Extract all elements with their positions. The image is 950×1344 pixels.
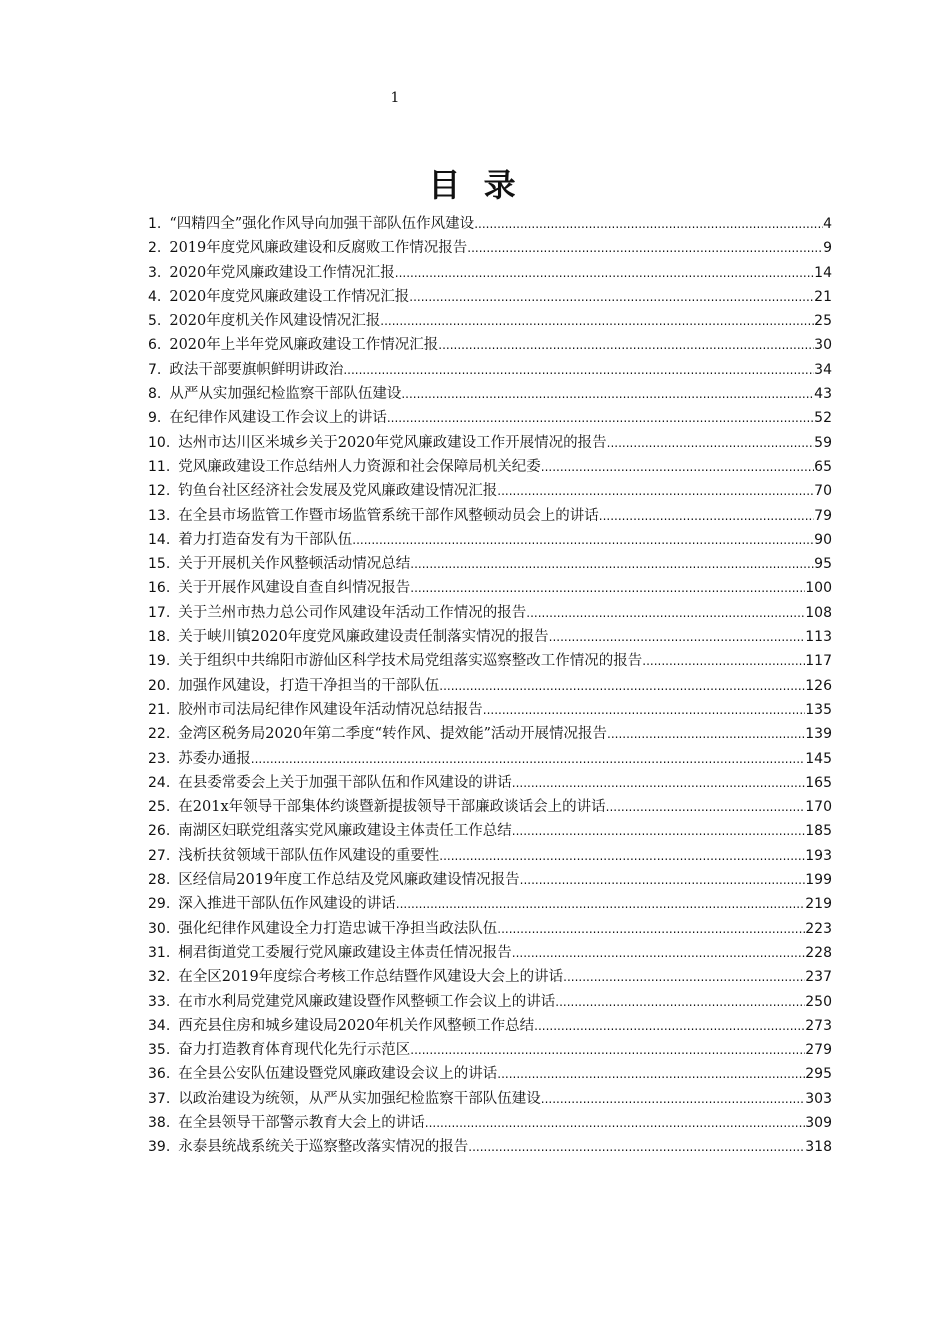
toc-entry-title: 党风廉政建设工作总结州人力资源和社会保障局机关纪委 xyxy=(178,458,541,475)
toc-leader-dots xyxy=(497,479,814,503)
toc-leader-dots xyxy=(512,771,806,795)
toc-entry-number: 9. xyxy=(148,410,162,427)
toc-entry[interactable] xyxy=(148,431,832,455)
toc-entry-number: 13. xyxy=(148,507,171,524)
toc-entry-title: 着力打造奋发有为干部队伍 xyxy=(178,531,353,548)
toc-entry-number: 31. xyxy=(148,944,171,961)
toc-entry-page: 79 xyxy=(814,507,832,524)
table-of-contents xyxy=(148,212,832,1160)
toc-leader-dots xyxy=(380,309,814,333)
toc-leader-dots xyxy=(410,576,805,600)
toc-leader-dots xyxy=(520,868,806,892)
toc-entry-title: 关于兰州市热力总公司作风建设年活动工作情况的报告 xyxy=(178,604,527,621)
toc-entry-page: 43 xyxy=(814,386,832,403)
toc-entry-number: 34. xyxy=(148,1017,171,1034)
toc-entry-title: 以政治建设为统领，从严从实加强纪检监察干部队伍建设 xyxy=(178,1090,541,1107)
toc-entry-page: 223 xyxy=(805,920,832,937)
toc-entry[interactable] xyxy=(148,819,832,843)
toc-entry-page: 309 xyxy=(805,1114,832,1131)
toc-entry-title: 钓鱼台社区经济社会发展及党风廉政建设情况汇报 xyxy=(178,483,498,500)
toc-entry-page: 95 xyxy=(814,556,832,573)
toc-entry-page: 52 xyxy=(814,410,832,427)
toc-leader-dots xyxy=(606,795,806,819)
toc-leader-dots xyxy=(439,844,805,868)
toc-entry-page: 295 xyxy=(805,1066,832,1083)
toc-leader-dots xyxy=(512,941,806,965)
toc-leader-dots xyxy=(483,698,806,722)
toc-leader-dots xyxy=(387,406,814,430)
toc-leader-dots xyxy=(607,431,815,455)
toc-entry-number: 35. xyxy=(148,1042,171,1059)
toc-entry-title: 关于组织中共绵阳市游仙区科学技术局党组落实巡察整改工作情况的报告 xyxy=(178,653,643,670)
toc-entry-page: 139 xyxy=(805,726,832,743)
toc-entry-title: 在市水利局党建党风廉政建设暨作风整顿工作会议上的讲话 xyxy=(178,993,556,1010)
toc-entry-page: 273 xyxy=(805,1017,832,1034)
toc-entry-page: 113 xyxy=(805,629,832,646)
toc-entry-title: 2020年度党风廉政建设工作情况汇报 xyxy=(169,288,410,305)
toc-entry-title: 加强作风建设，打造干净担当的干部队伍 xyxy=(178,677,440,694)
toc-entry-number: 21. xyxy=(148,701,171,718)
toc-entry-title: 桐君街道党工委履行党风廉政建设主体责任情况报告 xyxy=(178,944,512,961)
toc-entry-number: 37. xyxy=(148,1090,171,1107)
toc-leader-dots xyxy=(438,333,814,357)
toc-entry-page: 193 xyxy=(805,847,832,864)
toc-entry-title: 在全县市场监管工作暨市场监管系统干部作风整顿动员会上的讲话 xyxy=(178,507,599,524)
toc-entry-page: 228 xyxy=(805,944,832,961)
toc-entry-number: 7. xyxy=(148,361,162,378)
toc-entry-page: 30 xyxy=(814,337,832,354)
toc-leader-dots xyxy=(439,674,805,698)
toc-entry[interactable] xyxy=(148,1135,832,1159)
toc-entry[interactable] xyxy=(148,674,832,698)
toc-entry-number: 23. xyxy=(148,750,171,767)
toc-entry-title: 政法干部要旗帜鲜明讲政治 xyxy=(169,361,344,378)
toc-entry-page: 170 xyxy=(805,799,832,816)
toc-entry-number: 18. xyxy=(148,629,171,646)
toc-entry[interactable] xyxy=(148,333,832,357)
toc-entry-page: 25 xyxy=(814,313,832,330)
toc-leader-dots xyxy=(410,552,814,576)
toc-entry-title: “四精四全”强化作风导向加强干部队伍作风建设 xyxy=(169,216,475,232)
toc-entry-number: 25. xyxy=(148,799,171,816)
toc-entry[interactable] xyxy=(148,576,832,600)
toc-entry-page: 14 xyxy=(814,264,832,281)
toc-entry-page: 318 xyxy=(805,1139,832,1156)
toc-entry[interactable] xyxy=(148,771,832,795)
toc-entry-number: 29. xyxy=(148,896,171,913)
toc-entry-title: 达州市达川区米城乡关于2020年党风廉政建设工作开展情况的报告 xyxy=(178,434,607,451)
toc-entry[interactable] xyxy=(148,358,832,382)
toc-entry-title: 在纪律作风建设工作会议上的讲话 xyxy=(169,410,387,427)
toc-entry-number: 32. xyxy=(148,969,171,986)
toc-entry-page: 185 xyxy=(805,823,832,840)
toc-leader-dots xyxy=(549,625,806,649)
toc-entry-title: 2020年上半年党风廉政建设工作情况汇报 xyxy=(169,337,439,354)
toc-entry-title: 在全县领导干部警示教育大会上的讲话 xyxy=(178,1114,425,1131)
toc-entry-number: 19. xyxy=(148,653,171,670)
toc-entry-number: 1. xyxy=(148,216,162,232)
toc-entry-title: 区经信局2019年度工作总结及党风廉政建设情况报告 xyxy=(178,872,520,889)
toc-leader-dots xyxy=(401,382,814,406)
toc-entry-number: 30. xyxy=(148,920,171,937)
toc-leader-dots xyxy=(425,1111,806,1135)
toc-entry[interactable] xyxy=(148,965,832,989)
toc-entry-number: 2. xyxy=(148,240,162,257)
toc-entry[interactable] xyxy=(148,285,832,309)
toc-entry-page: 145 xyxy=(805,750,832,767)
toc-entry[interactable] xyxy=(148,1014,832,1038)
toc-entry[interactable] xyxy=(148,868,832,892)
toc-leader-dots xyxy=(396,892,806,916)
toc-entry[interactable] xyxy=(148,1111,832,1135)
toc-leader-dots xyxy=(497,1062,805,1086)
toc-entry-number: 27. xyxy=(148,847,171,864)
toc-entry-page: 90 xyxy=(814,531,832,548)
toc-entry-title: 胶州市司法局纪律作风建设年活动情况总结报告 xyxy=(178,701,483,718)
toc-entry[interactable] xyxy=(148,236,832,260)
toc-entry-page: 219 xyxy=(805,896,832,913)
toc-entry[interactable] xyxy=(148,649,832,673)
toc-entry[interactable] xyxy=(148,722,832,746)
toc-leader-dots xyxy=(467,236,823,260)
toc-entry-title: 强化纪律作风建设全力打造忠诚干净担当政法队伍 xyxy=(178,920,498,937)
toc-entry-number: 26. xyxy=(148,823,171,840)
toc-title: 目 录 xyxy=(428,166,522,204)
toc-entry[interactable] xyxy=(148,455,832,479)
toc-entry-title: 在全区2019年度综合考核工作总结暨作风建设大会上的讲话 xyxy=(178,969,564,986)
toc-leader-dots xyxy=(497,917,805,941)
toc-entry[interactable] xyxy=(148,528,832,552)
toc-leader-dots xyxy=(526,601,805,625)
toc-entry[interactable] xyxy=(148,917,832,941)
toc-entry-number: 3. xyxy=(148,264,162,281)
toc-entry-title: 奋力打造教育体育现代化先行示范区 xyxy=(178,1042,411,1059)
toc-entry-number: 38. xyxy=(148,1114,171,1131)
toc-entry[interactable] xyxy=(148,1038,832,1062)
toc-entry-page: 117 xyxy=(805,653,832,670)
toc-entry[interactable] xyxy=(148,552,832,576)
toc-leader-dots xyxy=(343,358,814,382)
toc-leader-dots xyxy=(563,965,805,989)
toc-entry-page: 135 xyxy=(805,701,832,718)
toc-leader-dots xyxy=(251,747,806,771)
toc-leader-dots xyxy=(410,1038,805,1062)
toc-entry[interactable] xyxy=(148,698,832,722)
toc-entry[interactable] xyxy=(148,625,832,649)
toc-entry-title: 2019年度党风廉政建设和反腐败工作情况报告 xyxy=(169,240,468,257)
toc-entry-number: 4. xyxy=(148,288,162,305)
toc-entry[interactable] xyxy=(148,747,832,771)
toc-entry[interactable] xyxy=(148,844,832,868)
toc-leader-dots xyxy=(541,1087,806,1111)
toc-entry[interactable] xyxy=(148,212,832,236)
toc-entry-title: 永泰县统战系统关于巡察整改落实情况的报告 xyxy=(178,1139,469,1156)
toc-entry-page: 59 xyxy=(814,434,832,451)
toc-entry-page: 108 xyxy=(805,604,832,621)
toc-entry-page: 9 xyxy=(823,240,832,257)
toc-entry-number: 36. xyxy=(148,1066,171,1083)
toc-leader-dots xyxy=(555,990,805,1014)
toc-entry[interactable] xyxy=(148,1062,832,1086)
page-number: 1 xyxy=(390,90,400,106)
toc-entry-title: 关于开展作风建设自查自纠情况报告 xyxy=(178,580,411,597)
toc-entry-number: 22. xyxy=(148,726,171,743)
toc-entry-number: 5. xyxy=(148,313,162,330)
toc-entry-number: 15. xyxy=(148,556,171,573)
toc-leader-dots xyxy=(474,212,823,236)
toc-entry-page: 165 xyxy=(805,774,832,791)
toc-entry-title: 浅析扶贫领域干部队伍作风建设的重要性 xyxy=(178,847,440,864)
toc-entry[interactable] xyxy=(148,261,832,285)
toc-entry-page: 126 xyxy=(805,677,832,694)
toc-entry-title: 苏委办通报 xyxy=(178,750,251,767)
toc-leader-dots xyxy=(352,528,814,552)
toc-entry-number: 39. xyxy=(148,1139,171,1156)
toc-entry-page: 237 xyxy=(805,969,832,986)
toc-leader-dots xyxy=(541,455,814,479)
toc-entry[interactable] xyxy=(148,795,832,819)
toc-entry-number: 14. xyxy=(148,531,171,548)
toc-entry-page: 4 xyxy=(823,216,832,232)
toc-entry-number: 12. xyxy=(148,483,171,500)
toc-leader-dots xyxy=(642,649,805,673)
toc-entry[interactable] xyxy=(148,309,832,333)
toc-entry[interactable] xyxy=(148,479,832,503)
toc-leader-dots xyxy=(607,722,805,746)
toc-entry-number: 8. xyxy=(148,386,162,403)
toc-entry-title: 2020年党风廉政建设工作情况汇报 xyxy=(169,264,395,281)
toc-entry-title: 在县委常委会上关于加强干部队伍和作风建设的讲话 xyxy=(178,774,512,791)
toc-entry-number: 17. xyxy=(148,604,171,621)
toc-entry[interactable] xyxy=(148,1087,832,1111)
toc-entry-title: 金湾区税务局2020年第二季度“转作风、提效能”活动开展情况报告 xyxy=(178,726,607,743)
toc-leader-dots xyxy=(409,285,814,309)
toc-leader-dots xyxy=(599,504,814,528)
toc-entry-title: 从严从实加强纪检监察干部队伍建设 xyxy=(169,386,402,403)
toc-entry[interactable] xyxy=(148,504,832,528)
toc-entry-title: 西充县住房和城乡建设局2020年机关作风整顿工作总结 xyxy=(178,1017,535,1034)
toc-entry-title: 关于开展机关作风整顿活动情况总结 xyxy=(178,556,411,573)
toc-leader-dots xyxy=(395,261,814,285)
toc-entry-title: 在201x年领导干部集体约谈暨新提拔领导干部廉政谈话会上的讲话 xyxy=(178,799,606,816)
toc-entry-title: 深入推进干部队伍作风建设的讲话 xyxy=(178,896,396,913)
toc-entry[interactable] xyxy=(148,941,832,965)
toc-entry[interactable] xyxy=(148,382,832,406)
toc-leader-dots xyxy=(468,1135,805,1159)
toc-entry[interactable] xyxy=(148,990,832,1014)
toc-entry-number: 33. xyxy=(148,993,171,1010)
toc-entry-number: 24. xyxy=(148,774,171,791)
toc-entry-page: 100 xyxy=(805,580,832,597)
toc-entry-title: 2020年度机关作风建设情况汇报 xyxy=(169,313,381,330)
toc-entry-page: 65 xyxy=(814,458,832,475)
toc-entry-page: 21 xyxy=(814,288,832,305)
toc-leader-dots xyxy=(512,819,806,843)
toc-entry[interactable] xyxy=(148,601,832,625)
toc-entry-page: 199 xyxy=(805,872,832,889)
toc-entry-number: 6. xyxy=(148,337,162,354)
toc-entry-title: 在全县公安队伍建设暨党风廉政建设会议上的讲话 xyxy=(178,1066,498,1083)
toc-entry[interactable] xyxy=(148,406,832,430)
toc-entry-number: 11. xyxy=(148,458,171,475)
toc-entry-page: 70 xyxy=(814,483,832,500)
toc-entry-number: 20. xyxy=(148,677,171,694)
toc-entry-title: 关于峡川镇2020年度党风廉政建设责任制落实情况的报告 xyxy=(178,629,549,646)
toc-entry-number: 28. xyxy=(148,872,171,889)
toc-leader-dots xyxy=(534,1014,805,1038)
toc-entry-page: 34 xyxy=(814,361,832,378)
toc-entry-title: 南湖区妇联党组落实党风廉政建设主体责任工作总结 xyxy=(178,823,512,840)
toc-entry-number: 16. xyxy=(148,580,171,597)
toc-entry-page: 250 xyxy=(805,993,832,1010)
toc-entry-number: 10. xyxy=(148,434,171,451)
toc-entry[interactable] xyxy=(148,892,832,916)
toc-entry-page: 303 xyxy=(805,1090,832,1107)
toc-entry-page: 279 xyxy=(805,1042,832,1059)
